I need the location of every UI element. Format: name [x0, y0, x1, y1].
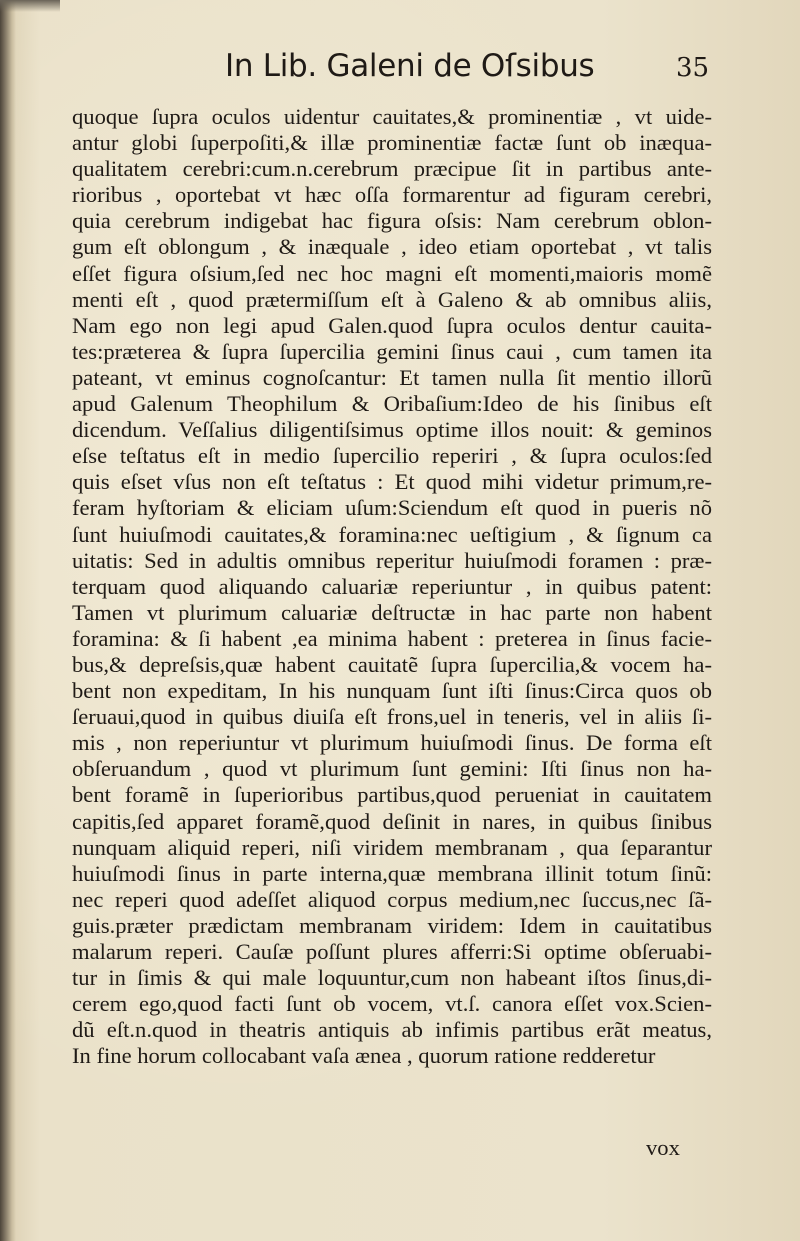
text-line: bent foramẽ in ſuperioribus partibus,quod perueniat in cauitatem	[72, 782, 712, 808]
text-line: Nam ego non legi apud Galen.quod ſupra oculos dentur cauita-	[72, 312, 712, 338]
text-line: mis , non reperiuntur vt plurimum huiuſmodi ſinus. De forma eſt	[72, 730, 712, 756]
running-title: In Lib. Galeni de Oſsibus	[225, 48, 595, 84]
text-line: apud Galenum Theophilum & Oribaſium:Ideo de his ſinibus eſt	[72, 391, 712, 417]
text-line: eſse teſtatus eſt in medio ſupercilio reperiri , & ſupra oculos:ſed	[72, 443, 712, 469]
text-line: tes:præterea & ſupra ſupercilia gemini ſinus caui , cum tamen ita	[72, 338, 712, 364]
text-line: qualitatem cerebri:cum.n.cerebrum præcipue ſit in partibus ante-	[72, 156, 712, 182]
page-number: 35	[676, 53, 710, 83]
text-line: cerem ego,quod facti ſunt ob vocem, vt.ſ. canora eſſet vox.Scien-	[72, 991, 712, 1017]
binding-gutter	[0, 0, 16, 1241]
text-line: quis eſset vſus non eſt teſtatus : Et quod mihi videtur primum,re-	[72, 469, 712, 495]
text-line: bent non expeditam, In his nunquam ſunt iſti ſinus:Circa quos ob	[72, 678, 712, 704]
text-line: uitatis: Sed in adultis omnibus reperitur huiuſmodi foramen : præ-	[72, 547, 712, 573]
text-line: eſſet figura oſsium,ſed nec hoc magni eſt momenti,maioris momẽ	[72, 260, 712, 286]
text-line: malarum reperi. Cauſæ poſſunt plures afferri:Si optime obſeruabi-	[72, 939, 712, 964]
text-line: menti eſt , quod prætermiſſum eſt à Galeno & ab omnibus aliis,	[72, 286, 712, 312]
text-line: pateant, vt eminus cognoſcantur: Et tamen nulla ſit mentio illorũ	[72, 364, 712, 390]
text-line: ſunt huiuſmodi cauitates,& foramina:nec ueſtigium , & ſignum ca	[72, 521, 712, 547]
text-line: dicendum. Veſſalius diligentiſsimus optime illos nouit: & geminos	[72, 417, 712, 443]
text-line: rioribus , oportebat vt hæc oſſa formarentur ad figuram cerebri,	[72, 182, 712, 208]
text-line: Tamen vt plurimum caluariæ deſtructæ in hac parte non habent	[72, 599, 712, 625]
text-line: In fine horum collocabant vaſa ænea , quorum ratione redderetur	[72, 1043, 656, 1069]
text-line: gum eſt oblongum , & inæquale , ideo etiam oportebat , vt talis	[72, 234, 712, 260]
body-text-block	[72, 104, 712, 1164]
text-line: quoque ſupra oculos uidentur cauitates,& prominentiæ , vt uide-	[72, 104, 712, 129]
catchword: vox	[646, 1135, 680, 1160]
text-line: bus,& depreſsis,quæ habent cauitatẽ ſupra ſupercilia,& vocem ha-	[72, 651, 712, 677]
text-line: obſeruandum , quod vt plurimum ſunt gemini: Iſti ſinus non ha-	[72, 756, 712, 782]
text-line: quia cerebrum indigebat hac figura oſsis: Nam cerebrum oblon-	[72, 208, 712, 234]
text-line: nec reperi quod adeſſet aliquod corpus medium,nec ſuccus,nec ſã-	[72, 886, 712, 912]
text-line: nunquam aliquid reperi, niſi viridem membranam , qua ſeparantur	[72, 834, 712, 860]
text-line: dũ eſt.n.quod in theatris antiquis ab infimis partibus erãt meatus,	[72, 1017, 712, 1043]
text-line: ſeruaui,quod in quibus diuiſa eſt frons,uel in teneris, vel in aliis ſi-	[72, 704, 712, 730]
text-line: antur globi ſuperpoſiti,& illæ prominentiæ factæ ſunt ob inæqua-	[72, 130, 712, 156]
page-corner-shadow	[0, 0, 60, 12]
text-line: foramina: & ſi habent ,ea minima habent : preterea in ſinus facie-	[72, 625, 712, 651]
text-line: capitis,ſed apparet foramẽ,quod deſinit in nares, in quibus ſinibus	[72, 808, 712, 834]
text-line: terquam quod aliquando caluariæ reperiuntur , in quibus patent:	[72, 573, 712, 599]
text-line: guis.præter prædictam membranam viridem: Idem in cauitatibus	[72, 912, 712, 938]
text-line: feram hyſtoriam & eliciam uſum:Sciendum eſt quod in pueris nõ	[72, 495, 712, 521]
text-line: huiuſmodi ſinus in parte interna,quæ membrana illinit totum ſinũ:	[72, 860, 712, 886]
text-line: tur in ſimis & qui male loquuntur,cum non habeant iſtos ſinus,di-	[72, 965, 712, 991]
